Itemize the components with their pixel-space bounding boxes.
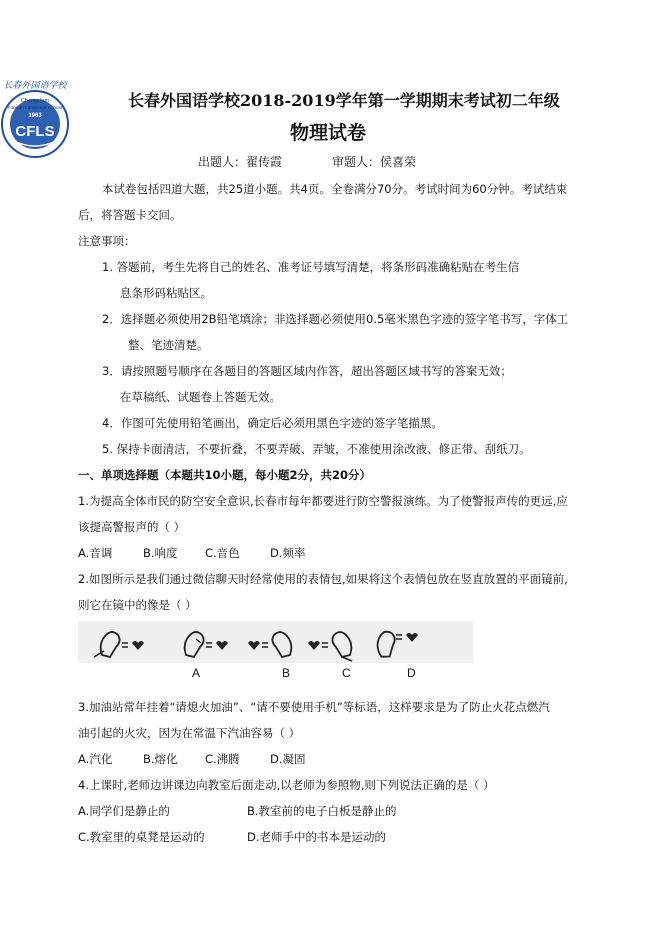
notice-item-2a: 2．选择题必须使用2B铅笔填涂；非选择题必须使用0.5毫米黑色字迹的签字笔书写，字体工 bbox=[102, 312, 569, 326]
q4-option-d: D.老师手中的书本是运动的 bbox=[247, 830, 387, 844]
notice-heading: 注意事项： bbox=[78, 234, 136, 248]
q1-line-2: 该提高警报声的（ ） bbox=[78, 520, 186, 534]
school-logo bbox=[0, 78, 70, 162]
logo-year: 1963 bbox=[28, 113, 42, 119]
q2-figure bbox=[78, 621, 473, 663]
q2-label-d: D bbox=[407, 666, 416, 680]
q3-option-d: D.凝固 bbox=[270, 752, 306, 766]
author-label: 出题人：翟传霞 bbox=[198, 155, 283, 169]
q1-option-a: A.音调 bbox=[78, 546, 113, 560]
section1-heading: 一、单项选择题（本题共10小题，每小题2分，共20分） bbox=[78, 468, 372, 482]
notice-item-1b: 息条形码粘贴区。 bbox=[120, 286, 212, 300]
q2-figure-d bbox=[374, 630, 418, 659]
q3-option-b: B.熔化 bbox=[143, 752, 178, 766]
notice-item-4: 4．作图可先使用铅笔画出，确定后必须用黑色字迹的签字笔描黑。 bbox=[102, 416, 443, 430]
q2-line-2: 则它在镜中的像是（ ） bbox=[78, 598, 197, 612]
subject-title: 物理试卷 bbox=[290, 122, 367, 144]
notice-item-1a: 1. 答题前，考生先将自己的姓名、准考证号填写清楚，将条形码准确粘贴在考生信 bbox=[102, 260, 520, 274]
logo-ring-top: Changchun bbox=[20, 98, 50, 104]
q1-option-b: B.响度 bbox=[143, 546, 178, 560]
q2-figure-a bbox=[185, 632, 228, 657]
q1-option-c: C.音色 bbox=[205, 546, 240, 560]
q2-label-c: C bbox=[342, 666, 351, 680]
q2-figure-b bbox=[248, 632, 291, 657]
q2-label-a: A bbox=[192, 666, 201, 680]
logo-banner-text: 长春外国语学校 bbox=[3, 81, 67, 91]
q4-option-a: A.同学们是静止的 bbox=[78, 804, 170, 818]
q2-line-1: 2.如图所示是我们通过微信聊天时经常使用的表情包,如果将这个表情包放在竖直放置的平面镜前, bbox=[78, 572, 568, 586]
reviewer-label: 审题人：侯喜荣 bbox=[332, 155, 417, 169]
q3-line-2: 油引起的火灾，因为在常温下汽油容易（ ） bbox=[78, 726, 301, 740]
q2-label-b: B bbox=[282, 666, 291, 680]
exam-title: 长春外国语学校2018-2019学年第一学期期末考试初二年级 bbox=[128, 91, 560, 110]
notice-item-3b: 在草稿纸、试题卷上答题无效。 bbox=[120, 390, 281, 404]
q2-figure-original bbox=[94, 632, 144, 657]
q4-option-b: B.教室前的电子白板是静止的 bbox=[247, 804, 397, 818]
logo-ring-mid: Foreign Language School bbox=[7, 106, 63, 111]
logo-initials: CFLS bbox=[15, 123, 55, 140]
q4-line-1: 4.上课时,老师边讲课边向教室后面走动,以老师为参照物,则下列说法正确的是（ ） bbox=[78, 778, 495, 792]
intro-line-1: 本试卷包括四道大题，共25道小题。共4页。全卷满分70分。考试时间为60分钟。考试结束 bbox=[102, 182, 568, 196]
q1-line-1: 1.为提高全体市民的防空安全意识,长春市每年都要进行防空警报演练。为了使警报声传的更远,应 bbox=[78, 494, 568, 508]
q3-line-1: 3.加油站常年挂着“请熄火加油”、“请不要使用手机”等标语，这样要求是为了防止火花点燃汽 bbox=[78, 700, 550, 714]
notice-item-2b: 整、笔迹清楚。 bbox=[128, 338, 209, 352]
q3-option-a: A.汽化 bbox=[78, 752, 113, 766]
q2-figure-c bbox=[308, 632, 352, 661]
q1-option-d: D.频率 bbox=[270, 546, 306, 560]
q3-option-c: C.沸腾 bbox=[205, 752, 240, 766]
notice-item-5: 5. 保持卡面清洁，不要折叠，不要弄破、弄皱，不准使用涂改液、修正带、刮纸刀。 bbox=[102, 442, 531, 456]
q4-option-c: C.教室里的桌凳是运动的 bbox=[78, 830, 205, 844]
intro-line-2: 后，将答题卡交回。 bbox=[78, 208, 182, 222]
notice-item-3a: 3．请按照题号顺序在各题目的答题区域内作答，超出答题区域书写的答案无效； bbox=[102, 364, 512, 378]
